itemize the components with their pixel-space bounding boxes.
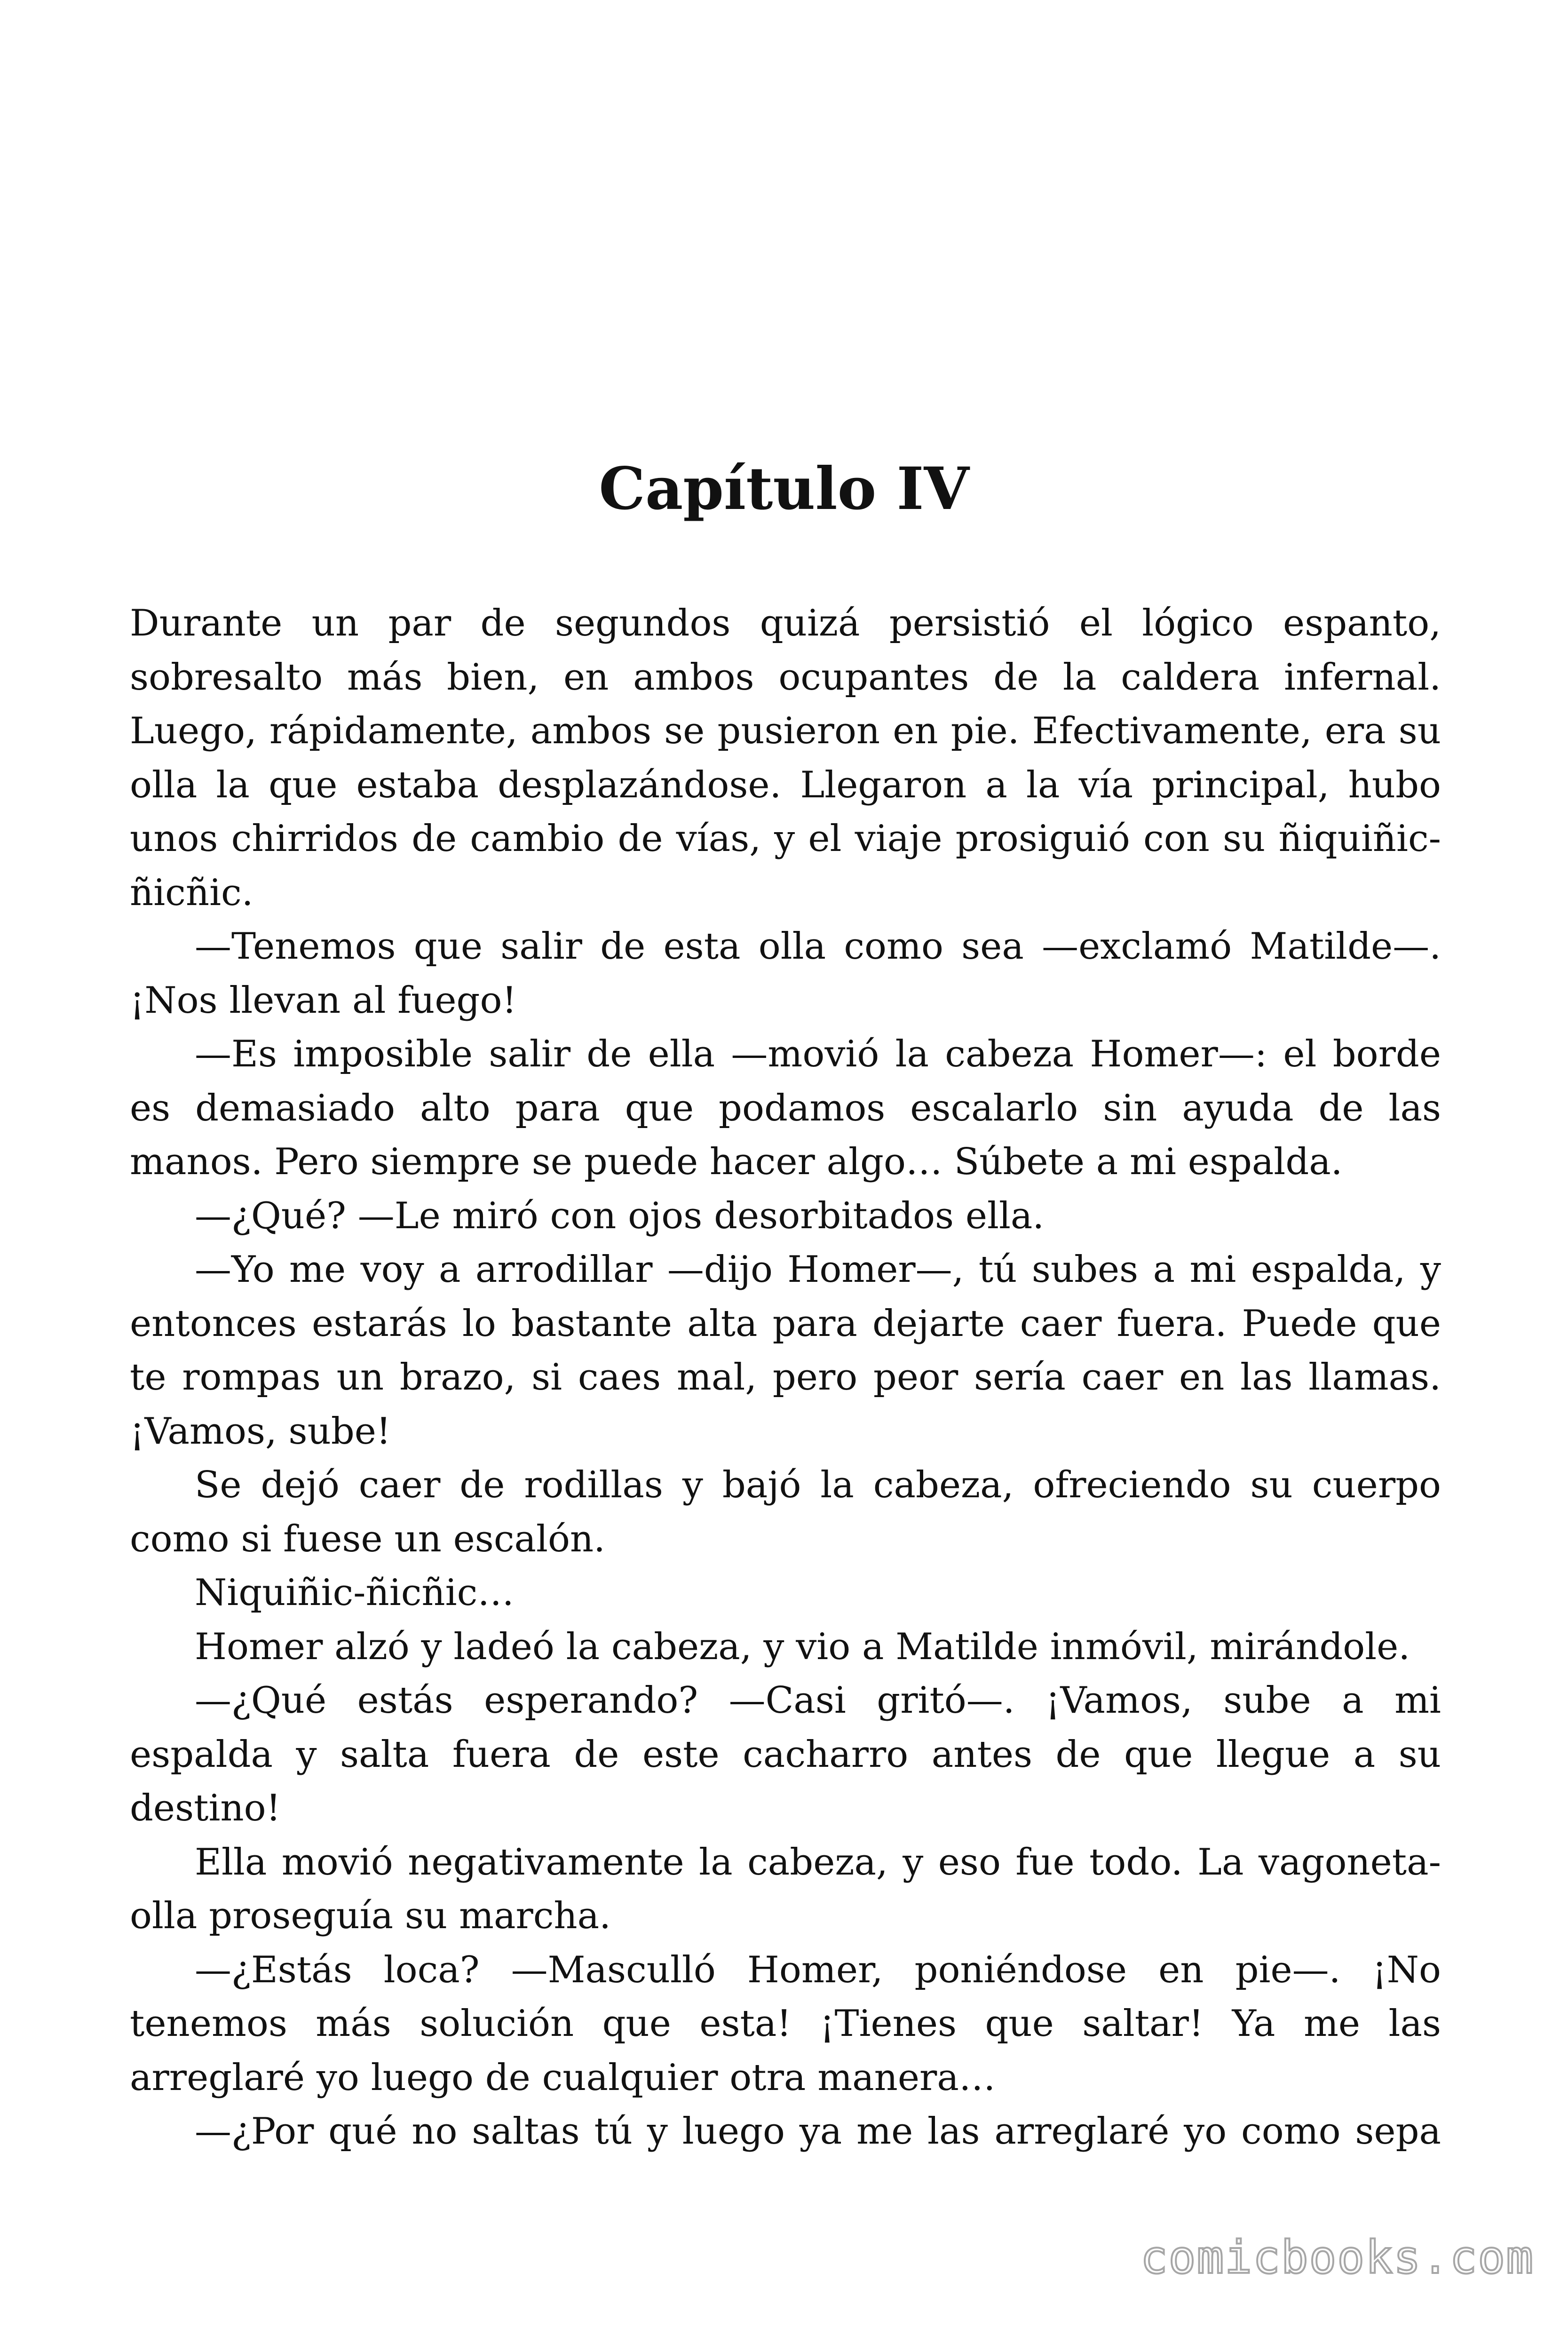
paragraph: —Es imposible salir de ella —movió la cabeza Homer—: el borde es demasiado alto para que podamos escalarlo sin ayuda de las manos. Pero siempre se puede hacer algo… Súbete a mi espalda.: [130, 1033, 1441, 1183]
paragraph: Niquiñic-ñicñic…: [195, 1572, 515, 1614]
chapter-body: [130, 596, 1441, 2159]
paragraph: —Tenemos que salir de esta olla como sea —exclamó Matilde—. ¡Nos llevan al fuego!: [130, 925, 1441, 1022]
chapter-title: Capítulo IV: [599, 455, 969, 523]
paragraph: Ella movió negativamente la cabeza, y eso fue todo. La vagoneta-olla proseguía su marcha.: [130, 1841, 1441, 1937]
paragraph: Homer alzó y ladeó la cabeza, y vio a Matilde inmóvil, mirándole.: [195, 1625, 1410, 1668]
paragraph: —¿Por qué no saltas tú y luego ya me las arreglaré yo como sepa: [195, 2110, 1441, 2153]
paragraph: —¿Qué estás esperando? —Casi gritó—. ¡Vamos, sube a mi espalda y salta fuera de este cacharro antes de que llegue a su destino!: [130, 1679, 1441, 1829]
paragraph: —¿Estás loca? —Masculló Homer, poniéndose en pie—. ¡No tenemos más solución que esta! ¡Tienes que saltar! Ya me las arreglaré yo luego de cualquier otra manera…: [130, 1948, 1441, 2099]
watermark: comicbooks.com: [1140, 2231, 1534, 2284]
paragraph: Durante un par de segundos quizá persistió el lógico espanto, sobresalto más bien, en ambos ocupantes de la caldera infernal. Luego, rápidamente, ambos se pusieron en pie. Efectivamente, era su olla la que estaba desplazándose. Llegaron a la vía principal, hubo unos chirridos de cambio de vías, y el viaje prosiguió con su ñiquiñic-ñicñic.: [130, 602, 1441, 914]
paragraph: Se dejó caer de rodillas y bajó la cabeza, ofreciendo su cuerpo como si fuese un escalón.: [130, 1464, 1441, 1560]
paragraph: —¿Qué? —Le miró con ojos desorbitados ella.: [195, 1194, 1045, 1237]
paragraph: —Yo me voy a arrodillar —dijo Homer—, tú subes a mi espalda, y entonces estarás lo bastante alta para dejarte caer fuera. Puede que te rompas un brazo, si caes mal, pero peor sería caer en las llamas. ¡Vamos, sube!: [130, 1248, 1441, 1453]
